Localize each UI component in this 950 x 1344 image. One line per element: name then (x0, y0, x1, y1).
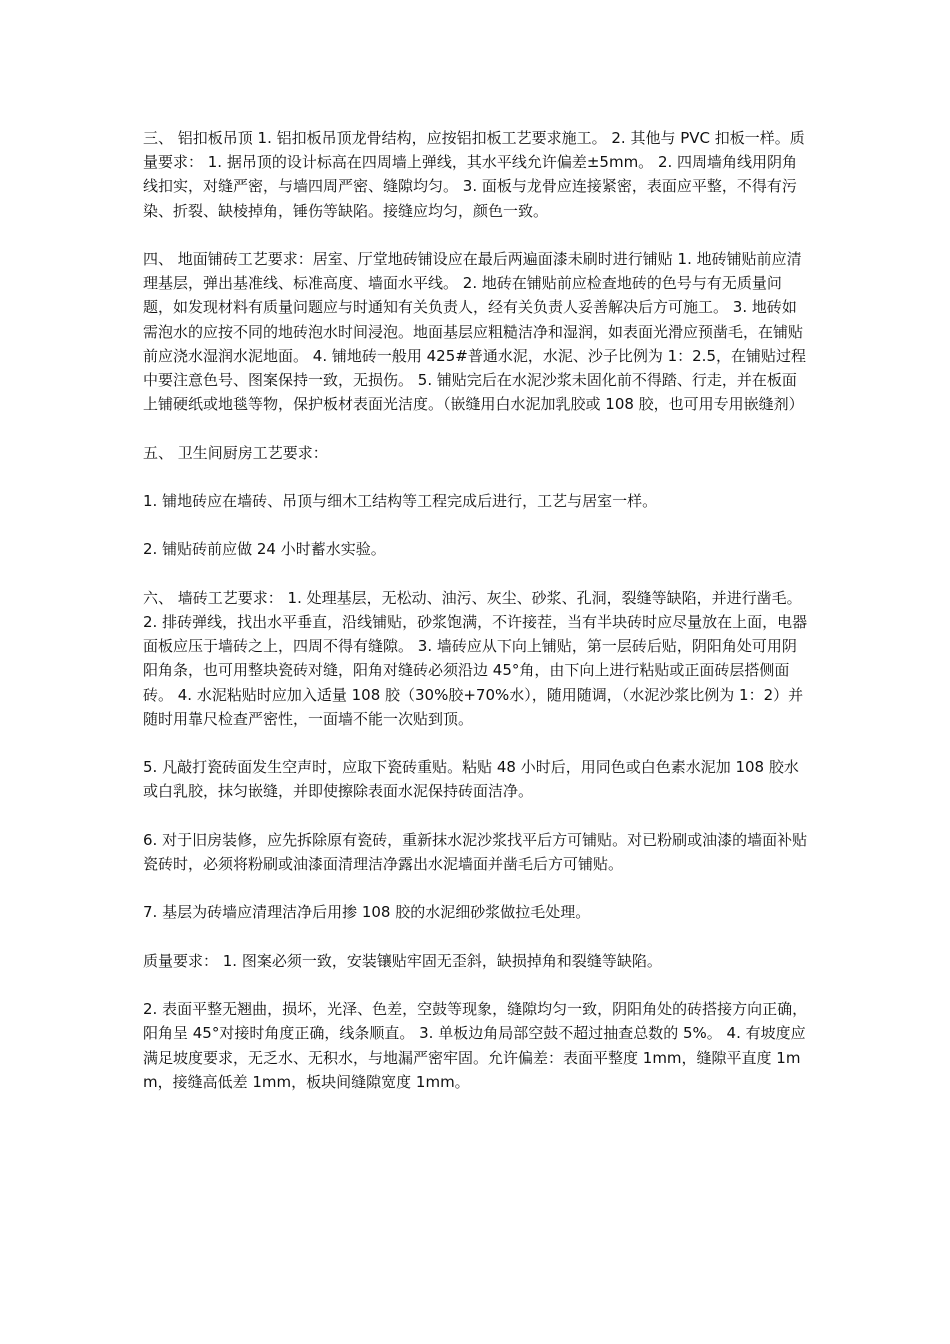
paragraph-section-6-item-7: 7. 基层为砖墙应清理洁净后用掺 108 胶的水泥细砂浆做拉毛处理。 (143, 903, 591, 922)
document-body (143, 126, 809, 1118)
paragraph-section-3-aluminum-ceiling: 三、 铝扣板吊顶 1. 铝扣板吊顶龙骨结构，应按铝扣板工艺要求施工。 2. 其他与 PVC 扣板一样。质量要求： 1. 据吊顶的设计标高在四周墙上弹线，其水平线允许偏差±5mm。 2. 四周墙角线用阴角线扣实，对缝严密，与墙四周严密、缝隙均匀。 3. 面板与龙骨应连接紧密，表面应平整，不得有污染、折裂、缺棱掉角，锤伤等缺陷。接缝应均匀，颜色一致。 (143, 129, 805, 220)
paragraph-section-5-item-1: 1. 铺地砖应在墙砖、吊顶与细木工结构等工程完成后进行，工艺与居室一样。 (143, 492, 658, 510)
paragraph-section-6-item-5: 5. 凡敲打瓷砖面发生空声时，应取下瓷砖重贴。粘贴 48 小时后，用同色或白色素水泥加 108 胶水或白乳胶，抹匀嵌缝，并即使擦除表面水泥保持砖面洁净。 (143, 758, 799, 801)
paragraph-section-5-heading: 五、 卫生间厨房工艺要求： (143, 443, 328, 462)
paragraph-quality-requirements: 质量要求： 1. 图案必须一致，安装镶贴牢固无歪斜，缺损掉角和裂缝等缺陷。 (143, 951, 662, 970)
paragraph-quality-details: 2. 表面平整无翘曲，损坏，光泽、色差，空鼓等现象，缝隙均匀一致，阴阳角处的砖搭接方向正确，阳角呈 45°对接时角度正确，线条顺直。 3. 单板边角局部空鼓不超过抽查总数的 5%。 4. 有坡度应满足坡度要求，无乏水、无积水，与地漏严密牢固。允许偏差：表面平整度 1mm，缝隙平直度 1mm，接缝高低差 1mm，板块间缝隙宽度 1mm。 (143, 1000, 808, 1091)
paragraph-section-6-item-6: 6. 对于旧房装修，应先拆除原有瓷砖，重新抹水泥沙浆找平后方可铺贴。对已粉刷或油漆的墙面补贴瓷砖时，必须将粉刷或油漆面清理洁净露出水泥墙面并凿毛后方可铺贴。 (143, 830, 808, 873)
paragraph-section-6-wall-tiling: 六、 墙砖工艺要求： 1. 处理基层，无松动、油污、灰尘、砂浆、孔洞，裂缝等缺陷，并进行凿毛。2. 排砖弹线，找出水平垂直，沿线铺贴，砂浆饱满，不许接茬，当有半块砖时应尽量放在上面，电器面板应压于墙砖之上，四周不得有缝隙。 3. 墙砖应从下向上铺贴，第一层砖后贴，阴阳角处可用阴阳角条，也可用整块瓷砖对缝，阳角对缝砖必须沿边 45°角，由下向上进行粘贴或正面砖层搭侧面砖。 4. 水泥粘贴时应加入适量 108 胶（30%胶+70%水），随用随调，（水泥沙浆比例为 1：2）并随时用靠尺检查严密性，一面墙不能一次贴到顶。 (143, 588, 808, 728)
paragraph-section-4-floor-tiling: 四、 地面铺砖工艺要求：居室、厅堂地砖铺设应在最后两遍面漆未刷时进行铺贴 1. 地砖铺贴前应清理基层，弹出基准线、标准高度、墙面水平线。 2. 地砖在铺贴前应检查地砖的色号与有无质量问题，如发现材料有质量问题应与时通知有关负责人，经有关负责人妥善解决后方可施工。 3. 地砖如需泡水的应按不同的地砖泡水时间浸泡。地面基层应粗糙洁净和湿润，如表面光滑应预凿毛，在铺贴前应浇水湿润水泥地面。 4. 铺地砖一般用 425#普通水泥，水泥、沙子比例为 1：2.5，在铺贴过程中要注意色号、图案保持一致，无损伤。 5. 铺贴完后在水泥沙浆未固化前不得踏、行走，并在板面上铺硬纸或地毯等物，保护板材表面光洁度。（嵌缝用白水泥加乳胶或 108 胶，也可用专用嵌缝剂） (143, 250, 806, 414)
paragraph-section-5-item-2: 2. 铺贴砖前应做 24 小时蓄水实验。 (143, 540, 386, 559)
